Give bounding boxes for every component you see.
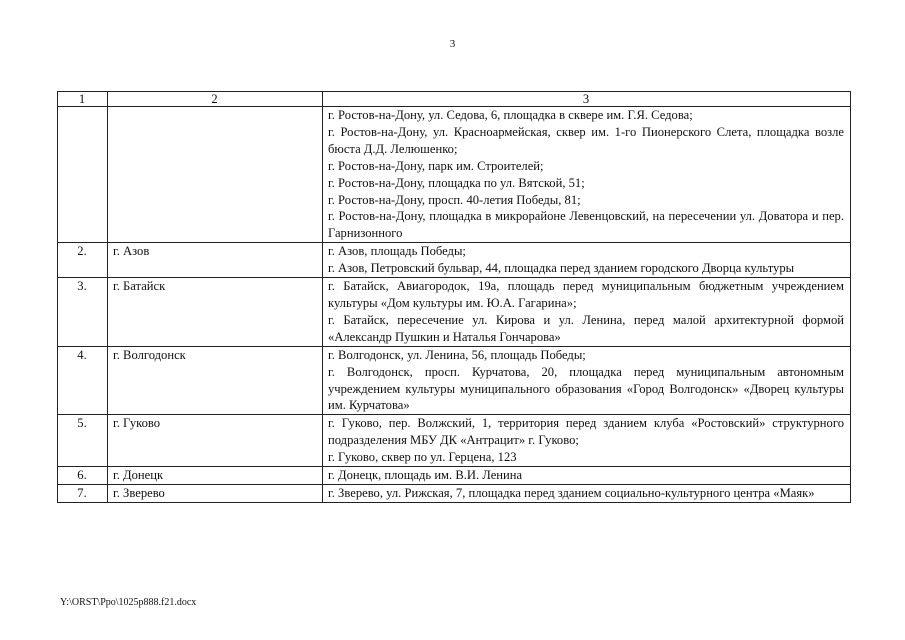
address-line: г. Зверево, ул. Рижская, 7, площадка перед зданием социально-культурного центра «Маяк» bbox=[328, 485, 815, 500]
row-addresses bbox=[323, 107, 851, 243]
page-number: 3 bbox=[449, 38, 456, 50]
address-line: г. Ростов-на-Дону, ул. Красноармейская, сквер им. 1-го Пионерского Слета, площадка возле бюста Д.Д. Лелюшенко; bbox=[328, 124, 844, 156]
row-number: 3. bbox=[58, 278, 108, 347]
address-line: г. Гуково, пер. Волжский, 1, территория перед зданием клуба «Ростовский» структурного подразделения МБУ ДК «Антрацит» г. Гуково; bbox=[328, 416, 844, 448]
row-number bbox=[58, 107, 108, 243]
row-city: г. Донецк bbox=[108, 467, 323, 485]
address-line: г. Ростов-на-Дону, площадка по ул. Вятской, 51; bbox=[328, 175, 585, 190]
footer-file-path: Y:\ORST\Ppo\1025p888.f21.docx bbox=[60, 597, 197, 608]
row-addresses bbox=[323, 484, 851, 502]
column-header-addresses: 3 bbox=[323, 92, 851, 107]
address-line: г. Гуково, сквер по ул. Герцена, 123 bbox=[328, 450, 517, 465]
table-header-row bbox=[58, 92, 851, 107]
row-addresses bbox=[323, 467, 851, 485]
table-row bbox=[58, 467, 851, 485]
row-number: 2. bbox=[58, 243, 108, 278]
address-line: г. Волгодонск, ул. Ленина, 56, площадь Победы; bbox=[328, 347, 586, 362]
row-number: 4. bbox=[58, 346, 108, 415]
address-line: г. Волгодонск, просп. Курчатова, 20, площадка перед муниципальным автономным учреждением культуры муниципального образования «Город Волгодонск» «Дворец культуры им. Курчатова» bbox=[328, 364, 844, 413]
table-row bbox=[58, 107, 851, 243]
row-city: г. Азов bbox=[108, 243, 323, 278]
address-line: г. Донецк, площадь им. В.И. Ленина bbox=[328, 468, 523, 483]
address-line: г. Батайск, пересечение ул. Кирова и ул. Ленина, перед малой архитектурной формой «Александр Пушкин и Наталья Гончарова» bbox=[328, 312, 844, 344]
address-line: г. Азов, Петровский бульвар, 44, площадка перед зданием городского Дворца культуры bbox=[328, 261, 795, 276]
address-line: г. Ростов-на-Дону, просп. 40-летия Победы, 81; bbox=[328, 192, 581, 207]
address-line: г. Ростов-на-Дону, площадка в микрорайоне Левенцовский, на пересечении ул. Доватора и пер. Гарнизонного bbox=[328, 209, 844, 241]
column-header-city: 2 bbox=[108, 92, 323, 107]
row-city: г. Волгодонск bbox=[108, 346, 323, 415]
row-city: г. Зверево bbox=[108, 484, 323, 502]
table-row bbox=[58, 278, 851, 347]
address-line: г. Ростов-на-Дону, парк им. Строителей; bbox=[328, 158, 544, 173]
row-addresses bbox=[323, 278, 851, 347]
locations-table bbox=[57, 91, 851, 503]
address-line: г. Батайск, Авиагородок, 19а, площадь перед муниципальным бюджетным учреждением культуры «Дом культуры им. Ю.А. Гагарина»; bbox=[328, 279, 844, 310]
row-number: 6. bbox=[58, 467, 108, 485]
table-row bbox=[58, 243, 851, 278]
address-line: г. Азов, площадь Победы; bbox=[328, 244, 466, 259]
row-addresses bbox=[323, 243, 851, 278]
row-addresses bbox=[323, 415, 851, 467]
row-city bbox=[108, 107, 323, 243]
row-city: г. Гуково bbox=[108, 415, 323, 467]
table-row bbox=[58, 346, 851, 415]
table-row bbox=[58, 415, 851, 467]
table-row bbox=[58, 484, 851, 502]
row-city: г. Батайск bbox=[108, 278, 323, 347]
address-line: г. Ростов-на-Дону, ул. Седова, 6, площадка в сквере им. Г.Я. Седова; bbox=[328, 108, 693, 122]
row-number: 5. bbox=[58, 415, 108, 467]
column-header-number: 1 bbox=[58, 92, 108, 107]
row-number: 7. bbox=[58, 484, 108, 502]
row-addresses bbox=[323, 346, 851, 415]
table-body bbox=[58, 107, 851, 503]
